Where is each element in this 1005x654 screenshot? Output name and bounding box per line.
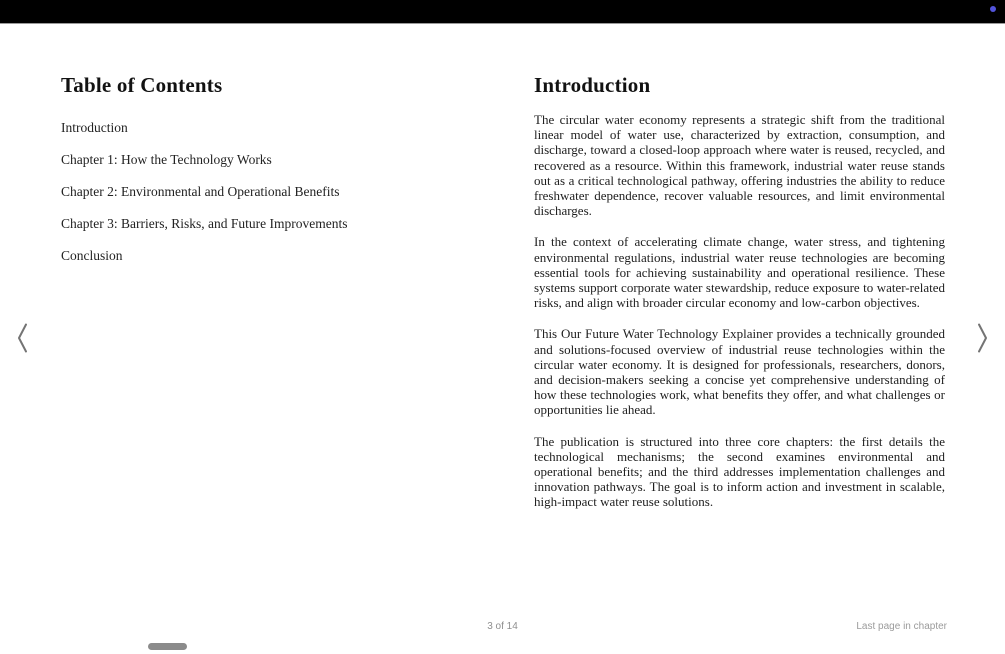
toc-item-chapter-2[interactable]: Chapter 2: Environmental and Operational Benefits bbox=[61, 184, 340, 199]
chapter-title: Introduction bbox=[534, 73, 651, 97]
toc-title: Table of Contents bbox=[61, 73, 223, 97]
top-bar bbox=[0, 0, 1005, 24]
toc-item-conclusion[interactable]: Conclusion bbox=[61, 248, 123, 263]
prev-page-button[interactable] bbox=[5, 317, 39, 359]
status-dot bbox=[990, 6, 996, 12]
chapter-paragraph: This Our Future Water Technology Explainer provides a technically grounded and solutions-focused overview of industrial reuse technologies within the circular water economy. It is designed for professionals, researchers, donors, and decision-makers seeking a concise yet comprehensive understanding of how these technologies work, what benefits they offer, and what challenges or opportunities lie ahead. bbox=[534, 326, 945, 418]
chapter-paragraph: In the context of accelerating climate change, water stress, and tightening environmental regulations, industrial water reuse technologies are becoming essential tools for achieving sustainability and operational resilience. These systems support corporate water stewardship, reduce exposure to water-related risks, and align with broader circular economy and low-carbon objectives. bbox=[534, 234, 945, 311]
progress-scrubber[interactable] bbox=[148, 643, 187, 650]
left-page bbox=[61, 72, 463, 272]
right-page bbox=[534, 72, 945, 526]
chapter-status: Last page in chapter bbox=[856, 621, 947, 632]
chapter-paragraph: The publication is structured into three core chapters: the first details the technological mechanisms; the second examines environmental and operational benefits; and the third addresses implementation challenges and innovation pathways. The goal is to inform action and investment in scalable, high-impact water reuse solutions. bbox=[534, 433, 945, 510]
page-indicator: 3 of 14 bbox=[487, 621, 518, 632]
next-page-button[interactable] bbox=[966, 317, 1000, 359]
toc-list bbox=[61, 112, 463, 272]
chevron-left-icon bbox=[16, 322, 28, 354]
toc-item-chapter-3[interactable]: Chapter 3: Barriers, Risks, and Future Improvements bbox=[61, 216, 348, 231]
toc-item-introduction[interactable]: Introduction bbox=[61, 120, 128, 135]
chapter-paragraph: The circular water economy represents a strategic shift from the traditional linear model of water use, characterized by extraction, consumption, and discharge, toward a closed-loop approach where water is reused, recycled, and recovered as a resource. Within this framework, industrial water reuse stands out as a critical technological pathway, offering industries the ability to reduce freshwater dependence, recover valuable resources, and limit environmental discharges. bbox=[534, 112, 945, 219]
toc-item-chapter-1[interactable]: Chapter 1: How the Technology Works bbox=[61, 152, 272, 167]
chevron-right-icon bbox=[977, 322, 989, 354]
